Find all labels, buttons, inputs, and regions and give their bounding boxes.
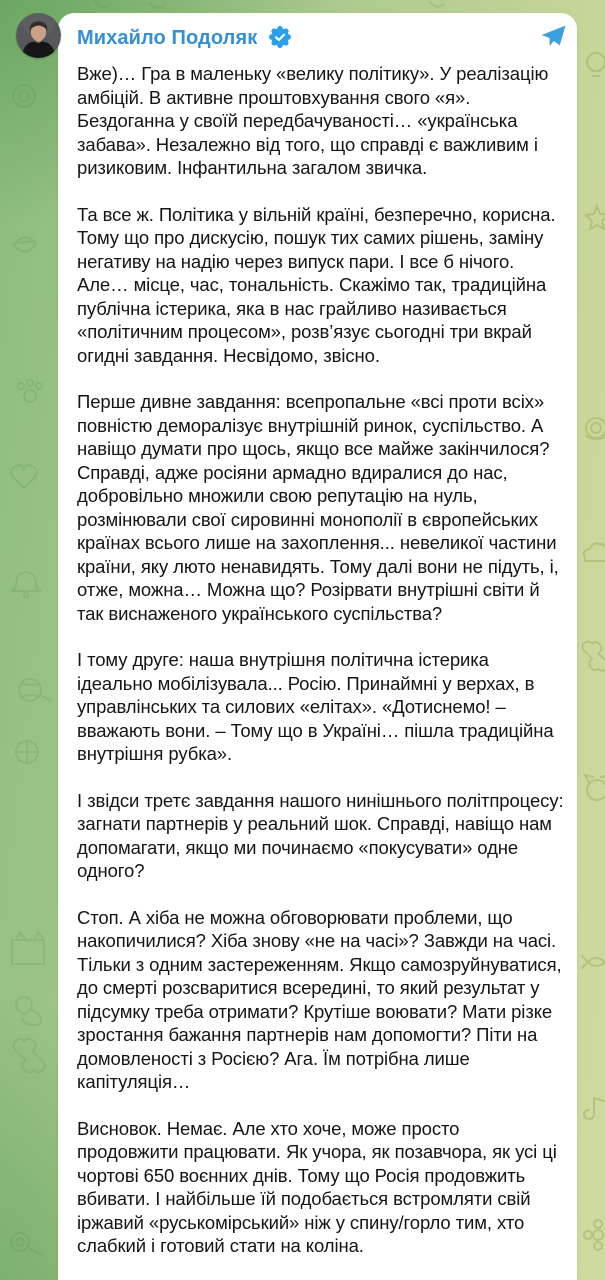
paragraph: І тому друге: наша внутрішня політична істерика ідеально мобілізувала... Росію. Принаймні у верхах, в управлінських та силових «елітах». «Дотиснемо! – вважають вони. – Тому що в Україні… пішла традиційна внутрішня рубка». <box>77 649 554 764</box>
verified-icon <box>269 26 291 48</box>
post-header <box>58 13 577 53</box>
post-text <box>58 53 577 1268</box>
avatar-portrait-image <box>16 13 61 58</box>
message-bubble <box>58 13 577 1280</box>
channel-avatar[interactable] <box>16 13 61 58</box>
paragraph: Стоп. А хіба не можна обговорювати проблеми, що накопичилися? Хіба знову «не на часі»? Завжди на часі. Тільки з одним застереженням. Якщо самозруйнуватися, до смерті розсваритися всередині, то який результат у підсумку треба отримати? Крутіше воювати? Мати різке зростання бажання партнерів нам допомогти? Піти на домовленості з Росією? Ага. Їм потрібна лише капітуляція… <box>77 906 562 1092</box>
paragraph: Висновок. Немає. Але хто хоче, може просто продовжити працювати. Як учора, як позавчора, як усі ці чортові 650 воєнних днів. Тому що Росія продовжить вбивати. І найбільше їй подобається встромляти свій іржавий «руськомірський» ніж у спину/горло тим, хто слабкий і готовий стати на коліна. <box>77 1117 557 1256</box>
paragraph: І звідси третє завдання нашого нинішнього політпроцесу: загнати партнерів у реальний шок. Справді, навіщо нам допомагати, якщо ми починаємо «покусувати» одне одного? <box>77 789 564 881</box>
channel-name[interactable]: Михайло Подоляк <box>77 27 258 49</box>
paragraph: Вже)… Гра в маленьку «велику політику». У реалізацію амбіцій. В активне проштовхування свого «я». Бездоганна у своїй передбачуваності… «українська забава». Незалежно від того, що справді є важливим і ризиковим. Інфантильна загалом звичка. <box>77 63 549 178</box>
paragraph: Та все ж. Політика у вільній країні, безперечно, корисна. Тому що про дискусію, пошук тих самих рішень, заміну негативу на надію через випуск пари. І все б нічого. Але… місце, час, тональність. Скажімо так, традиційна публічна істерика, яка в нас грайливо називається «політичним процесом», розв’язує сьогодні три вкрай огидні завдання. Несвідомо, звісно. <box>77 203 556 366</box>
paragraph: Перше дивне завдання: всепропальне «всі проти всіх» повністю деморалізує внутрішній ринок, суспільство. А навіщо думати про щось, якщо все майже закінчилося? Справді, адже росіяни армадно вдиралися до нас, добровільно множили свою репутацію на нуль, розмінювали свої сировинні монополії в європейських країнах всього лише на захоплення... невеликої частини країни, яку люто ненавидять. Тому далі вони не підуть, і, отже, можна… Можна що? Розірвати внутрішні світи й так виснаженого українського суспільства? <box>77 391 559 624</box>
telegram-plane-icon <box>540 24 566 50</box>
